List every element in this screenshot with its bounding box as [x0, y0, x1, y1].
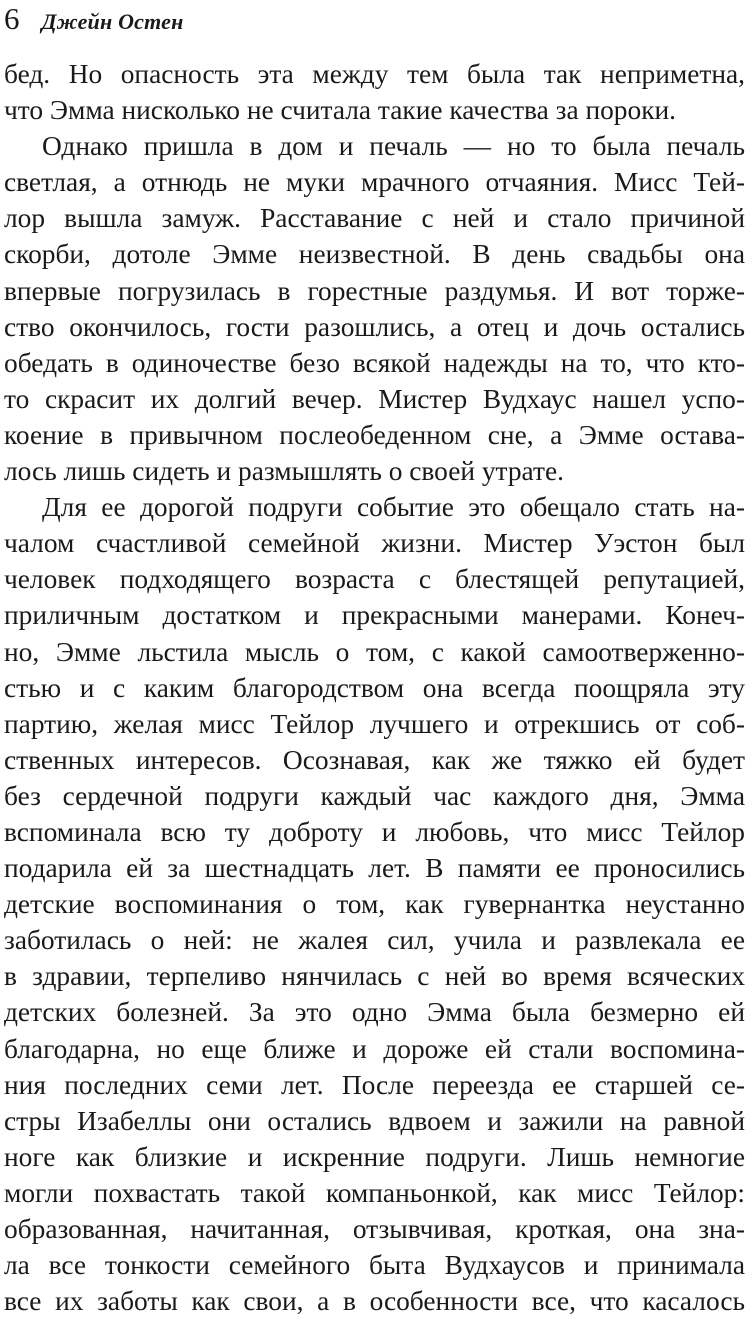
- text-line: благодарна, но еще ближе и дороже ей стали воспомина-: [4, 1033, 745, 1064]
- text-line: могли похвастать такой компаньонкой, как мисс Тейлор:: [4, 1177, 745, 1208]
- text-line: приличным достатком и прекрасными манерами. Конеч-: [4, 600, 745, 631]
- text-line: ноге как близкие и искренние подруги. Лишь немногие: [4, 1141, 745, 1172]
- text-line: ство окончилось, гости разошлись, а отец и дочь остались: [4, 311, 745, 342]
- running-title: Джейн Остен: [41, 9, 184, 34]
- text-line: светлая, а отнюдь не муки мрачного отчаяния. Мисс Тей-: [4, 167, 745, 198]
- text-line: человек подходящего возраста с блестящей репутацией,: [4, 564, 745, 595]
- text-line: лор вышла замуж. Расставание с ней и стало причиной: [4, 203, 745, 234]
- text-line: детских болезней. За это одно Эмма была безмерно ей: [4, 997, 745, 1028]
- text-line: ственных интересов. Осознавая, как же тяжко ей будет: [4, 744, 745, 775]
- text-line: партию, желая мисс Тейлор лучшего и отрекшись от соб-: [4, 708, 745, 739]
- text-line: ла все тонкости семейного быта Вудхаусов и принимала: [4, 1250, 745, 1281]
- text-line: Для ее дорогой подруги событие это обещало стать на-: [42, 492, 745, 523]
- text-line: вспоминала всю ту доброту и любовь, что мисс Тейлор: [4, 816, 745, 847]
- text-line: что Эмма нисколько не считала такие качества за пороки.: [4, 95, 677, 126]
- text-line: ния последних семи лет. После переезда ее старшей се-: [4, 1069, 745, 1100]
- text-line: скорби, дотоле Эмме неизвестной. В день свадьбы она: [4, 239, 745, 270]
- text-line: стью и с каким благородством она всегда поощряла эту: [4, 672, 745, 703]
- text-line: бед. Но опасность эта между тем была так неприметна,: [4, 59, 745, 89]
- text-line: заботилась о ней: не жалея сил, учила и развлекала ее: [4, 925, 745, 956]
- text-line: но, Эмме льстила мысль о том, с какой самоотверженно-: [4, 636, 745, 667]
- text-line: все их заботы как свои, а в особенности все, что касалось: [4, 1286, 745, 1317]
- text-line: стры Изабеллы они остались вдвоем и зажили на равной: [4, 1105, 745, 1136]
- text-line: детские воспоминания о том, как гувернантка неустанно: [4, 889, 745, 920]
- text-line: лось лишь сидеть и размышлять о своей утрате.: [4, 456, 564, 487]
- body-text: [4, 56, 745, 1319]
- text-line: Однако пришла в дом и печаль — но то была печаль: [42, 131, 745, 162]
- text-line: коение в привычном послеобеденном сне, а Эмме остава-: [4, 419, 745, 450]
- text-line: то скрасит их долгий вечер. Мистер Вудхаус нашел успо-: [4, 383, 745, 414]
- text-line: в здравии, терпеливо нянчилась с ней во время всяческих: [4, 961, 745, 992]
- text-line: подарила ей за шестнадцать лет. В памяти ее проносились: [4, 853, 745, 884]
- text-line: чалом счастливой семейной жизни. Мистер Уэстон был: [4, 528, 745, 559]
- text-line: обедать в одиночестве безо всякой надежды на то, что кто-: [4, 347, 745, 378]
- page-number: 6: [4, 1, 20, 36]
- text-line: без сердечной подруги каждый час каждого дня, Эмма: [4, 780, 745, 811]
- text-line: образованная, начитанная, отзывчивая, кроткая, она зна-: [4, 1214, 745, 1244]
- page-header: [4, 2, 184, 36]
- text-line: впервые погрузилась в горестные раздумья. И вот торже-: [4, 275, 745, 306]
